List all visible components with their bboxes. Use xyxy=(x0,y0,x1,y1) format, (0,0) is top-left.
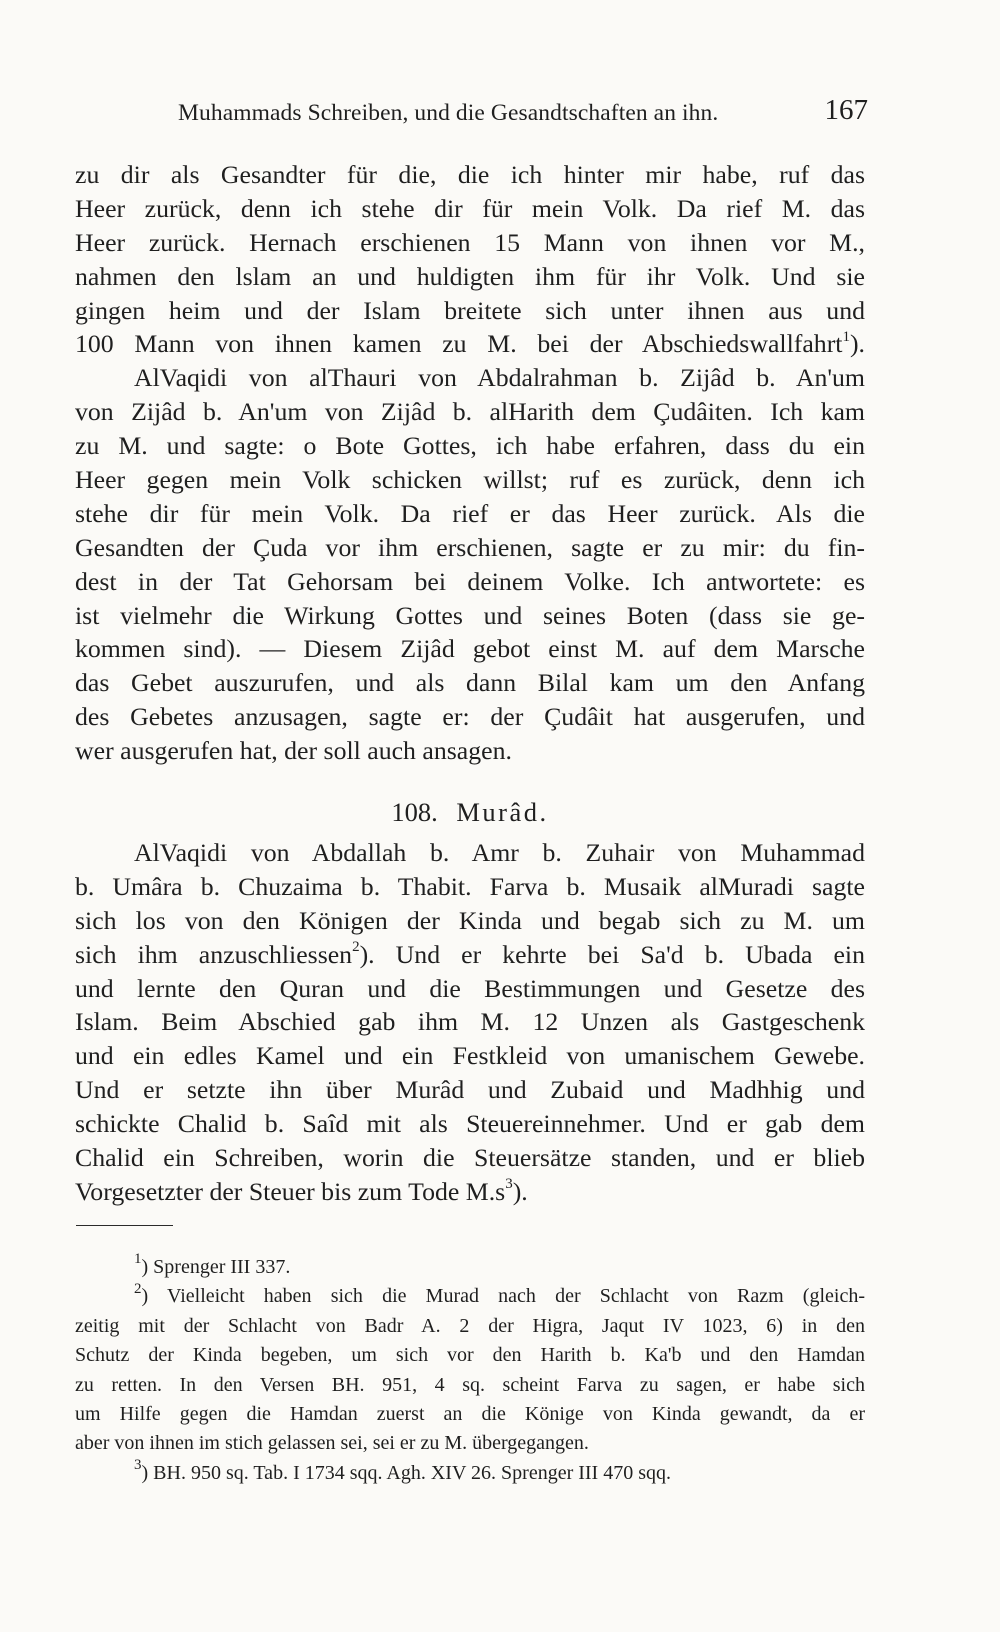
footnote-line xyxy=(75,1282,865,1311)
footnote-line xyxy=(75,1459,865,1488)
footnote-marker: 3 xyxy=(134,1457,142,1474)
line-text: zeitig mit der Schlacht von Badr A. 2 der Higra, Jaqut IV 1023, 6) in den xyxy=(75,1314,865,1337)
footnote-marker: 1 xyxy=(134,1251,142,1268)
text-line xyxy=(75,666,865,700)
text-line xyxy=(75,361,865,395)
line-text: gingen heim und der Islam breitete sich unter ihnen aus und xyxy=(75,295,865,325)
line-text: ist vielmehr die Wirkung Gottes und seines Boten (dass sie ge- xyxy=(75,600,865,630)
text-line xyxy=(75,565,865,599)
text-line xyxy=(75,192,865,226)
text-line xyxy=(75,870,865,904)
footnote-line xyxy=(75,1429,865,1458)
line-text: des Gebetes anzusagen, sagte er: der Çudâit hat ausgerufen, und xyxy=(75,702,865,732)
text-line xyxy=(75,938,865,972)
section-heading xyxy=(75,794,865,830)
line-text: schickte Chalid b. Saîd mit als Steuereinnehmer. Und er gab dem xyxy=(75,1109,865,1139)
line-text: sich los von den Königen der Kinda und begab sich zu M. um xyxy=(75,905,865,935)
text-line xyxy=(75,260,865,294)
footnote-line xyxy=(75,1312,865,1341)
line-text: sich ihm anzuschliessen xyxy=(75,939,353,969)
line-text: ) BH. 950 sq. Tab. I 1734 sqq. Agh. XIV 26. Sprenger III 470 sqq. xyxy=(141,1461,671,1484)
line-text-continued: ). xyxy=(849,329,865,359)
line-text: von Zijâd b. An'um von Zijâd b. alHarith dem Çudâiten. Ich kam xyxy=(75,397,865,427)
line-text: Chalid ein Schreiben, worin die Steuersätze standen, und er blieb xyxy=(75,1143,865,1173)
line-text: Heer gegen mein Volk schicken willst; ruf es zurück, denn ich xyxy=(75,465,865,495)
text-line xyxy=(75,972,865,1006)
page-number: 167 xyxy=(824,94,868,126)
line-text: kommen sind). — Diesem Zijâd gebot einst M. auf dem Marsche xyxy=(75,634,865,664)
footnote-line xyxy=(75,1253,865,1282)
line-text: 100 Mann von ihnen kamen zu M. bei der Abschiedswallfahrt xyxy=(75,329,843,359)
line-text: aber von ihnen im stich gelassen sei, sei er zu M. übergegangen. xyxy=(75,1432,589,1455)
section-number: 108. xyxy=(391,797,438,828)
text-line xyxy=(75,1107,865,1141)
text-line xyxy=(75,700,865,734)
section-paragraph xyxy=(75,836,865,1209)
text-line xyxy=(75,395,865,429)
line-text: Heer zurück, denn ich stehe dir für mein Volk. Da rief M. das xyxy=(75,193,865,223)
line-text: stehe dir für mein Volk. Da rief er das Heer zurück. Als die xyxy=(75,498,865,528)
text-line xyxy=(75,1073,865,1107)
line-text: wer ausgerufen hat, der soll auch ansagen. xyxy=(75,736,512,766)
line-text-continued: ). xyxy=(512,1176,528,1206)
line-text: b. Umâra b. Chuzaima b. Thabit. Farva b. Musaik alMuradi sagte xyxy=(75,871,865,901)
text-line xyxy=(75,1039,865,1073)
footnote-reference: 2 xyxy=(352,939,360,956)
footnote-reference: 1 xyxy=(842,328,850,345)
line-text: dest in der Tat Gehorsam bei deinem Volke. Ich antwortete: es xyxy=(75,566,865,596)
paragraph-continuation xyxy=(75,158,865,768)
text-line xyxy=(75,1141,865,1175)
running-head: Muhammads Schreiben, und die Gesandtschaften an ihn. xyxy=(178,100,719,126)
section-title: Murâd. xyxy=(456,797,549,828)
text-line xyxy=(75,1005,865,1039)
text-line xyxy=(75,226,865,260)
line-text: AlVaqidi von alThauri von Abdalrahman b. Zijâd b. An'um xyxy=(134,363,865,393)
footnote-line xyxy=(75,1371,865,1400)
line-text: und ein edles Kamel und ein Festkleid von umanischem Gewebe. xyxy=(75,1041,865,1071)
line-text: nahmen den lslam an und huldigten ihm für ihr Volk. Und sie xyxy=(75,261,865,291)
line-text-continued: ). Und er kehrte bei Sa'd b. Ubada ein xyxy=(359,939,865,969)
line-text: zu dir als Gesandter für die, die ich hinter mir habe, ruf das xyxy=(75,160,865,189)
line-text: das Gebet auszurufen, und als dann Bilal kam um den Anfang xyxy=(75,668,865,698)
footnotes xyxy=(75,1253,865,1488)
page-header xyxy=(178,94,868,134)
footnote-line xyxy=(75,1341,865,1370)
main-text xyxy=(75,158,865,1209)
footnote-separator xyxy=(76,1225,173,1226)
text-line xyxy=(75,1175,865,1209)
line-text: Heer zurück. Hernach erschienen 15 Mann von ihnen vor M., xyxy=(75,227,865,257)
line-text: um Hilfe gegen die Hamdan zuerst an die Könige von Kinda gewandt, da er xyxy=(75,1402,865,1425)
line-text: Gesandten der Çuda vor ihm erschienen, sagte er zu mir: du fin- xyxy=(75,532,865,562)
text-line xyxy=(75,463,865,497)
line-text: AlVaqidi von Abdallah b. Amr b. Zuhair von Muhammad xyxy=(134,838,865,868)
line-text: zu M. und sagte: o Bote Gottes, ich habe erfahren, dass du ein xyxy=(75,431,865,461)
text-line xyxy=(75,734,865,768)
line-text: Und er setzte ihn über Murâd und Zubaid und Madhhig und xyxy=(75,1075,865,1105)
line-text: zu retten. In den Versen BH. 951, 4 sq. scheint Farva zu sagen, er habe sich xyxy=(75,1373,865,1396)
text-line xyxy=(75,497,865,531)
line-text: und lernte den Quran und die Bestimmungen und Gesetze des xyxy=(75,973,865,1003)
line-text: Vorgesetzter der Steuer bis zum Tode M.s xyxy=(75,1176,506,1206)
text-line xyxy=(75,294,865,328)
text-line xyxy=(75,904,865,938)
text-line xyxy=(75,327,865,361)
text-line xyxy=(75,531,865,565)
text-line xyxy=(75,158,865,192)
footnote-reference: 3 xyxy=(505,1176,513,1193)
line-text: ) Vielleicht haben sich die Murad nach der Schlacht von Razm (gleich- xyxy=(141,1285,865,1308)
footnote-marker: 2 xyxy=(134,1280,142,1297)
text-line xyxy=(75,632,865,666)
text-line xyxy=(75,836,865,870)
line-text: Islam. Beim Abschied gab ihm M. 12 Unzen als Gastgeschenk xyxy=(75,1007,865,1037)
text-line xyxy=(75,599,865,633)
text-line xyxy=(75,429,865,463)
line-text: Schutz der Kinda begeben, um sich vor den Harith b. Ka'b und den Hamdan xyxy=(75,1344,865,1367)
footnote-line xyxy=(75,1400,865,1429)
line-text: ) Sprenger III 337. xyxy=(141,1256,291,1278)
